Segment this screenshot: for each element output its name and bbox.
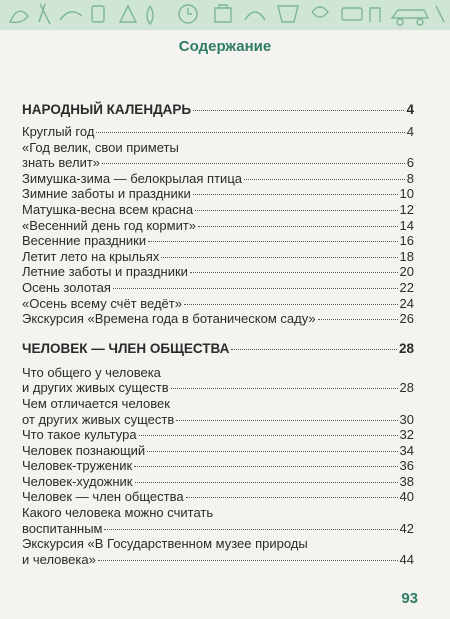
entry-title: Человек-художник <box>22 473 133 489</box>
entry-title: НАРОДНЫЙ КАЛЕНДАРЬ <box>22 102 192 117</box>
entry-title: Осень золотая <box>22 279 111 295</box>
toc-entry <box>22 427 414 443</box>
entry-line: Экскурсия «В Государственном музее природы <box>22 536 308 552</box>
toc-entry <box>22 249 414 265</box>
dot-leader <box>318 319 398 320</box>
contents-heading: Содержание <box>178 38 272 55</box>
entry-page: 4 <box>406 102 414 117</box>
entry-page: 14 <box>399 217 414 233</box>
table-of-contents <box>22 101 414 567</box>
entry-line: Что общего у человека <box>22 364 161 380</box>
dot-leader <box>134 466 397 467</box>
section-heading <box>22 340 414 357</box>
dot-leader <box>135 482 398 483</box>
toc-entry <box>22 521 414 537</box>
entry-title: Зимние заботы и праздники <box>22 186 191 202</box>
entry-title: Экскурсия «Времена года в ботаническом саду» <box>22 311 316 327</box>
entry-title: от других живых существ <box>22 411 175 427</box>
dot-leader <box>104 529 397 530</box>
dot-leader <box>186 497 398 498</box>
entry-title: Человек познающий <box>22 442 146 458</box>
entry-page: 40 <box>399 489 414 505</box>
toc-entry <box>22 233 414 249</box>
entry-title: Что такое культура <box>22 427 137 443</box>
dot-leader <box>244 179 405 180</box>
entry-page: 12 <box>399 201 414 217</box>
entry-page: 10 <box>399 186 414 202</box>
entry-title: «Весенний день год кормит» <box>22 217 197 233</box>
entry-title: Круглый год <box>22 124 95 139</box>
entry-title: Зимушка-зима — белокрылая птица <box>22 170 242 186</box>
dot-leader <box>184 304 398 305</box>
entry-line: Чем отличается человек <box>22 395 170 411</box>
toc-entry <box>22 280 414 296</box>
entry-title: и человека» <box>22 551 96 567</box>
entry-line: Какого человека можно считать <box>22 505 214 521</box>
toc-entry <box>22 552 414 568</box>
toc-entry <box>22 311 414 327</box>
entry-title: «Осень всему счёт ведёт» <box>22 295 182 311</box>
entry-page: 8 <box>406 170 414 186</box>
entry-page: 44 <box>399 551 414 567</box>
entry-page: 16 <box>399 233 414 249</box>
entry-title: ЧЕЛОВЕК — ЧЛЕН ОБЩЕСТВА <box>22 340 230 356</box>
dot-leader <box>193 194 398 195</box>
dot-leader <box>190 272 398 273</box>
toc-entry <box>22 380 414 396</box>
entry-page: 32 <box>399 427 414 443</box>
toc-entry <box>22 296 414 312</box>
entry-page: 20 <box>399 264 414 280</box>
toc-entry <box>22 443 414 459</box>
entry-page: 34 <box>399 442 414 458</box>
entry-title: Летит лето на крыльях <box>22 248 160 264</box>
entry-page: 22 <box>399 279 414 295</box>
toc-entry <box>22 489 414 505</box>
entry-page: 6 <box>406 155 414 171</box>
dot-leader <box>148 241 397 242</box>
entry-title: Человек — член общества <box>22 489 184 505</box>
dot-leader <box>195 210 397 211</box>
toc-entry <box>22 412 414 428</box>
toc-entry <box>22 155 414 171</box>
dot-leader <box>147 451 397 452</box>
toc-entry <box>22 124 414 140</box>
entry-page: 36 <box>399 458 414 474</box>
toc-entry <box>22 264 414 280</box>
decorative-banner <box>0 0 450 30</box>
dot-leader <box>171 388 398 389</box>
dot-leader <box>98 560 398 561</box>
entry-title: Весенние праздники <box>22 233 147 249</box>
toc-entry <box>22 458 414 474</box>
entry-page: 28 <box>399 380 414 396</box>
entry-page: 4 <box>406 124 414 139</box>
toc-entry <box>22 474 414 490</box>
entry-page: 28 <box>398 340 414 356</box>
toc-entry <box>22 218 414 234</box>
page-number: 93 <box>401 590 418 607</box>
dot-leader <box>139 435 398 436</box>
section-heading <box>22 101 414 118</box>
toc-entry <box>22 186 414 202</box>
entry-title: знать велит» <box>22 155 101 171</box>
toc-entry <box>22 171 414 187</box>
entry-page: 18 <box>399 248 414 264</box>
dot-leader <box>198 226 398 227</box>
dot-leader <box>231 349 397 350</box>
entry-page: 42 <box>399 520 414 536</box>
entry-title: воспитанным <box>22 520 103 536</box>
entry-page: 38 <box>399 473 414 489</box>
entry-line: «Год велик, свои приметы <box>22 139 179 155</box>
entry-page: 26 <box>399 311 414 327</box>
dot-leader <box>96 132 404 133</box>
dot-leader <box>113 288 398 289</box>
entry-title: Человек-труженик <box>22 458 133 474</box>
entry-title: Летние заботы и праздники <box>22 264 188 280</box>
dot-leader <box>176 420 397 421</box>
dot-leader <box>193 110 404 111</box>
entry-page: 30 <box>399 411 414 427</box>
entry-title: Матушка-весна всем красна <box>22 201 194 217</box>
toc-entry <box>22 202 414 218</box>
entry-page: 24 <box>399 295 414 311</box>
dot-leader <box>102 163 405 164</box>
banner-illustration-icon <box>0 0 450 30</box>
entry-title: и других живых существ <box>22 380 169 396</box>
dot-leader <box>161 257 397 258</box>
